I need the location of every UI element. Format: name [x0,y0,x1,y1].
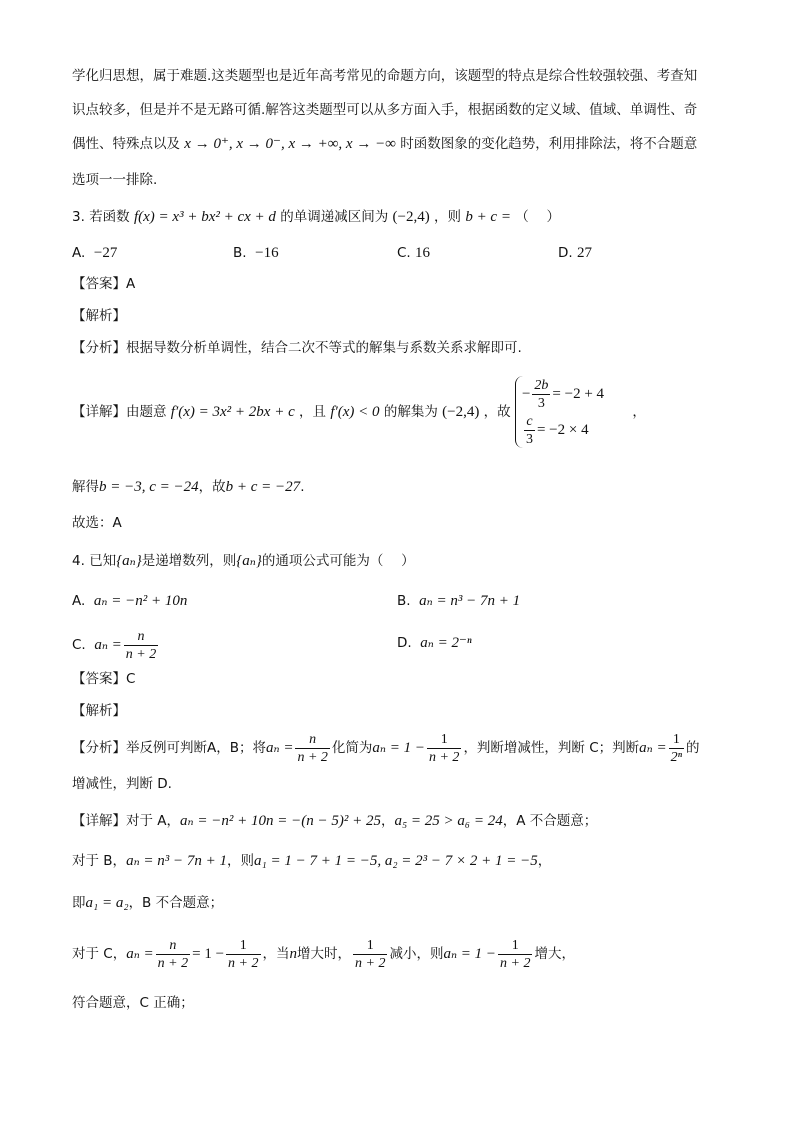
intro-line-3 [72,134,697,154]
q4-fenxi: 【分析】举反例可判断A，B；将aₙ = $\frac{n}{n + 2}$ 化简为aₙ = 1 − $\frac{1}{n + 2}$ ，判断增减性，判断 C；判断aₙ = $\frac{1}{\text{2ⁿ}}$ 的 [72,731,700,765]
q3-option-d: D. 27 [558,245,592,261]
math-limits: x → 0⁺, x → 0⁻, x → +∞, x → −∞ [184,136,396,152]
q3-option-c: C. 16 [397,245,431,261]
q3-answer [72,274,135,294]
q3-stem [72,207,560,227]
q4-option-d: D. aₙ = 2⁻ⁿ [397,635,472,651]
answer-value: A [126,276,136,292]
q3-text: ，则 [434,209,462,225]
q4-detail-c2: 符合题意，C 正确； [72,995,194,1011]
interval: (−2,4) [442,404,480,420]
answer-tag: 【答案】 [72,276,126,292]
intro-line-4: 选项一一排除. [72,172,158,188]
fraction: $\frac{c}{3}$ [525,413,533,447]
fraction: $\frac{1}{\text{2ⁿ}}$ [670,731,683,765]
fenxi-tag: 【分析】 [72,340,126,356]
q4-stem: 4. 已知{aₙ}是递增数列，则{aₙ}的通项公式可能为（ ） [72,553,415,569]
fraction: $\frac{1}{n + 2}$ [355,937,386,971]
q4-answer: 【答案】C [72,671,136,687]
fraction: $\frac{n}{n + 2}$ [125,628,157,662]
intro-line-1: 学化归思想，属于难题.这类题型也是近年高考常见的命题方向，该题型的特点是综合性较强较强、考查知 [72,68,698,84]
q3-analysis-tag: 【解析】 [72,308,126,324]
fraction: $\frac{2b}{3}$ [534,377,549,411]
q3-text: 若函数 [89,209,130,225]
intro-text: 时函数图象的变化趋势，利用排除法，将不合题意 [400,136,698,152]
q3-detail [72,372,646,452]
fraction: $\frac{n}{n + 2}$ [297,731,328,765]
detail-text: ，且 [299,404,327,420]
fraction: $\frac{n}{n + 2}$ [157,937,189,971]
q4-detail-b2: 即a₁ = a₂，B 不合题意； [72,895,224,911]
q4-option-b: B. aₙ = n³ − 7n + 1 [397,593,521,609]
inequality: f′(x) < 0 [330,404,380,420]
detail-tag: 【详解】 [72,404,126,420]
fraction: $\frac{1}{n + 2}$ [500,937,531,971]
q3-solve: 解得b = −3, c = −24，故b + c = −27. [72,479,305,495]
fraction: $\frac{1}{n + 2}$ [228,937,259,971]
q3-choose: 故选：A [72,515,122,531]
q3-expr: b + c = [465,209,511,225]
q4-detail-b: 对于 B，aₙ = n³ − 7n + 1，则a₁ = 1 − 7 + 1 = −5, a₂ = 2³ − 7 × 2 + 1 = −5， [72,853,552,869]
q4-detail-c: 对于 C，aₙ = $\frac{n}{n + 2}$ = 1 − $\frac{1}{n + 2}$ ，当n增大时， $\frac{1}{n + 2}$ 减小，则aₙ = 1 − $\frac{1}{n + 2}$ 增大， [72,937,575,971]
q3-text: （ ） [515,209,561,225]
q3-option-a: A. −27 [72,245,118,261]
q4-detail-a: 【详解】对于 A，aₙ = −n² + 10n = −(n − 5)² + 25，a₅ = 25 > a₆ = 24，A 不合题意； [72,813,598,829]
detail-text: 由题意 [126,404,167,420]
q3-interval: (−2,4) [392,209,430,225]
detail-text: ，故 [483,404,511,420]
q4-fenxi-cont: 增减性，判断 D. [72,776,172,792]
q4-option-a: A. aₙ = −n² + 10n [72,593,188,609]
equation-system: − $\frac{2b}{3}$ = −2 + 4 $\frac{c}{3}$ = −2 × 4 [515,376,604,448]
detail-text: 的解集为 [383,404,438,420]
q4-option-c: C. aₙ = $\frac{n}{n + 2}$ [72,628,157,662]
q3-number: 3. [72,209,85,225]
q4-analysis-tag: 【解析】 [72,703,126,719]
derivative: f′(x) = 3x² + 2bx + c [170,404,295,420]
q3-function: f(x) = x³ + bx² + cx + d [133,209,276,225]
q3-option-b: B. −16 [233,245,279,261]
intro-text: 偶性、特殊点以及 [72,136,180,152]
q3-text: 的单调递减区间为 [280,209,389,225]
fraction: $\frac{1}{n + 2}$ [428,731,460,765]
q3-fenxi [72,338,522,358]
intro-line-2: 识点较多，但是并不是无路可循.解答这类题型可以从多方面入手，根据函数的定义域、值域、单调性、奇 [72,102,698,118]
comma: ， [632,404,646,420]
fenxi-text: 根据导数分析单调性，结合二次不等式的解集与系数关系求解即可. [126,340,522,356]
